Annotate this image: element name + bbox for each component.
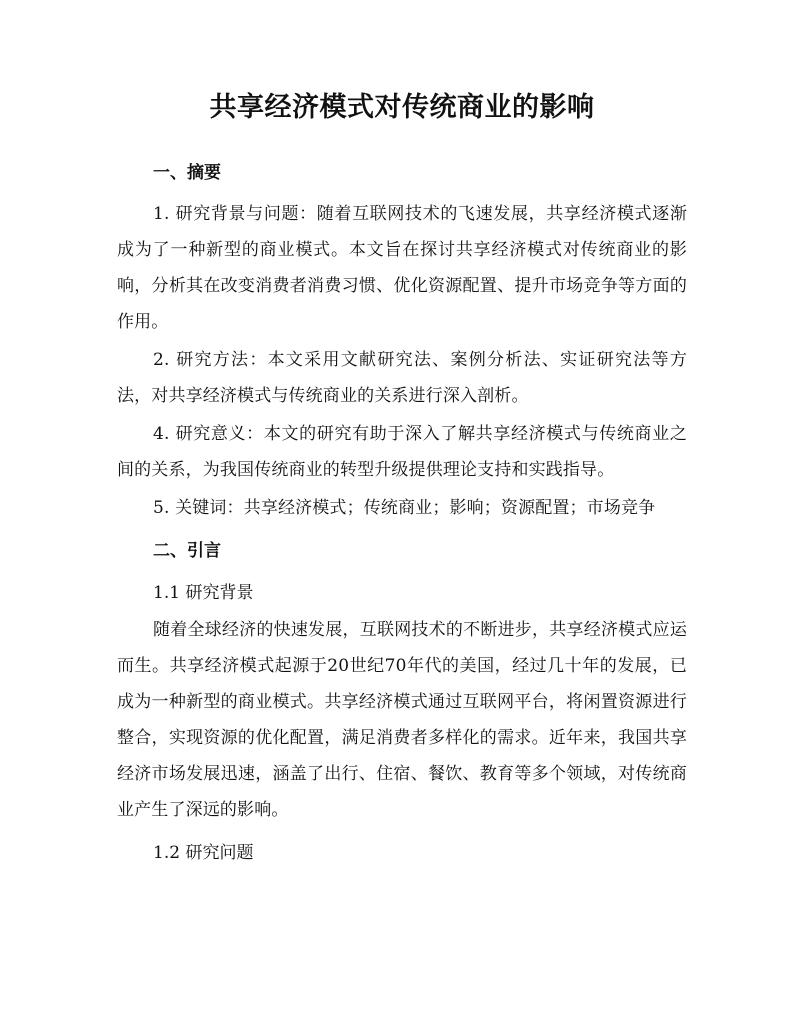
document-title: 共享经济模式对传统商业的影响 bbox=[209, 92, 595, 123]
abstract-paragraph-significance: 4. 研究意义：本文的研究有助于深入了解共享经济模式与传统商业之间的关系，为我国传统商业的转型升级提供理论支持和实践指导。 bbox=[117, 424, 687, 480]
section-introduction bbox=[117, 532, 687, 872]
subheading-research-background: 1.1 研究背景 bbox=[153, 583, 254, 603]
abstract-paragraph-background: 1. 研究背景与问题：随着互联网技术的飞速发展，共享经济模式逐渐成为了一种新型的商业模式。本文旨在探讨共享经济模式对传统商业的影响，分析其在改变消费者消费习惯、优化资源配置、提升市场竞争等方面的作用。 bbox=[117, 204, 687, 332]
paragraph-research-background: 随着全球经济的快速发展，互联网技术的不断进步，共享经济模式应运而生。共享经济模式起源于20世纪70年代的美国，经过几十年的发展，已成为一种新型的商业模式。共享经济模式通过互联网平台，将闲置资源进行整合，实现资源的优化配置，满足消费者多样化的需求。近年来，我国共享经济市场发展迅速，涵盖了出行、住宿、餐饮、教育等多个领域，对传统商业产生了深远的影响。 bbox=[117, 620, 687, 820]
subheading-research-questions: 1.2 研究问题 bbox=[153, 843, 254, 863]
section-heading-introduction: 二、引言 bbox=[153, 541, 221, 561]
abstract-paragraph-methods: 2. 研究方法：本文采用文献研究法、案例分析法、实证研究法等方法，对共享经济模式与传统商业的关系进行深入剖析。 bbox=[117, 350, 687, 406]
section-abstract bbox=[117, 154, 687, 526]
abstract-paragraph-keywords: 5. 关键词：共享经济模式；传统商业；影响；资源配置；市场竞争 bbox=[153, 498, 656, 518]
section-heading-abstract: 一、摘要 bbox=[153, 163, 221, 183]
